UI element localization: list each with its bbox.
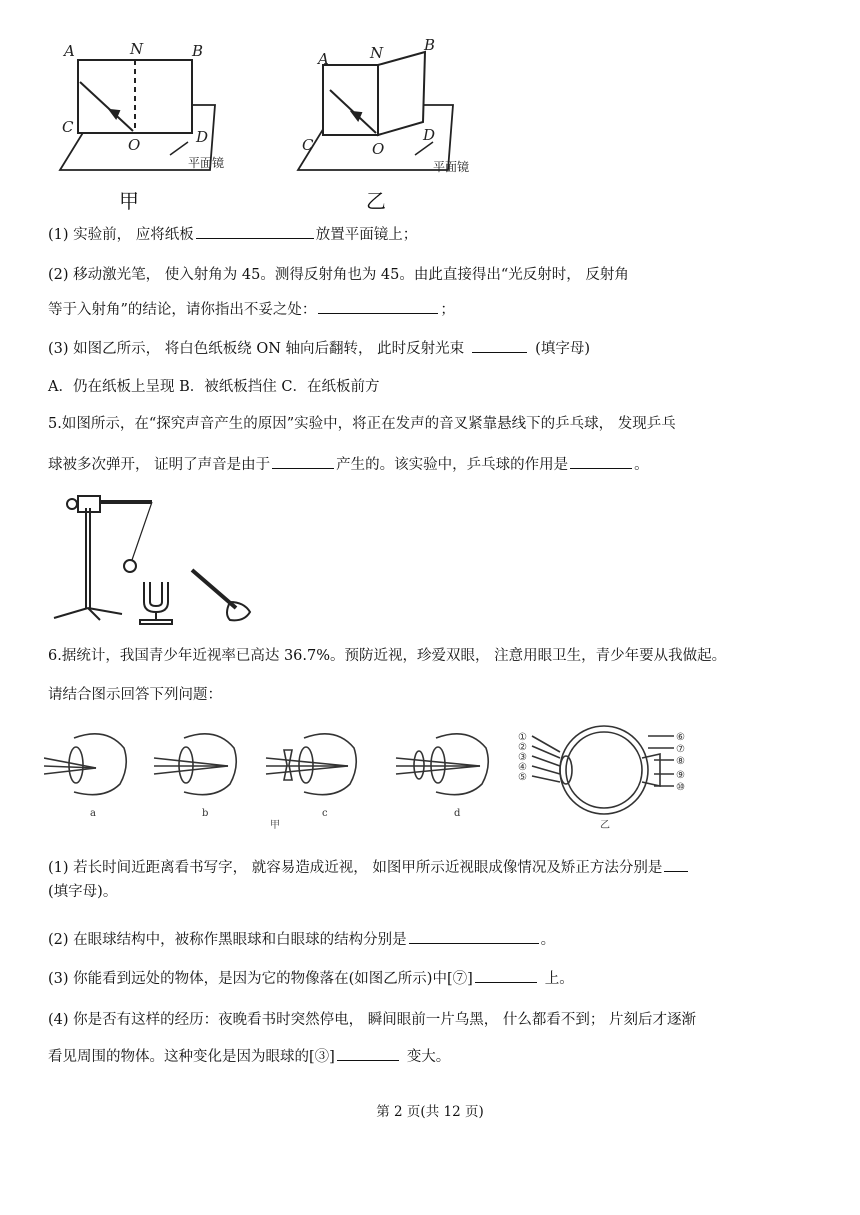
answer-blank[interactable] — [196, 224, 314, 239]
struct-6: ⑥ — [676, 732, 685, 743]
struct-2: ② — [518, 742, 527, 753]
q4-options: A．仍在纸板上呈现 B．被纸板挡住 C．在纸板前方 — [48, 379, 380, 395]
q6-part2: (2) 在眼球结构中，被称作黑眼球和白眼球的结构分别是 。 — [48, 929, 555, 950]
page-footer: 第 2 页(共 12 页) — [376, 1104, 484, 1120]
eye-caption-jia: 甲 — [270, 820, 280, 831]
struct-9: ⑨ — [676, 770, 685, 781]
q6-line2: 请结合图示回答下列问题： — [48, 687, 222, 703]
eye-label-b: b — [202, 808, 209, 819]
caption-jia: 甲 — [119, 189, 139, 213]
answer-blank[interactable] — [409, 929, 539, 944]
q4-part3: (3) 如图乙所示， 将白色纸板绕 ON 轴向后翻转， 此时反射光束 (填字母) — [48, 338, 590, 359]
q6-part4-line2: 看见周围的物体。这种变化是因为眼球的[③] 变大。 — [48, 1046, 450, 1067]
struct-8: ⑧ — [676, 756, 685, 767]
label-A-jia: A — [64, 42, 75, 60]
struct-10: ⑩ — [676, 782, 685, 793]
struct-3: ③ — [518, 752, 527, 763]
answer-blank[interactable] — [570, 454, 632, 469]
q5-line1: 5.如图所示，在“探究声音产生的原因”实验中，将正在发声的音叉紧靠悬线下的乒乓球， 发现乒乓 — [48, 416, 676, 432]
label-N-jia: N — [130, 40, 144, 58]
caption-yi: 乙 — [366, 189, 386, 213]
q6-part3: (3) 你能看到远处的物体，是因为它的物像落在(如图乙所示)中[⑦] 上。 — [48, 968, 574, 989]
struct-1: ① — [518, 732, 527, 743]
mirror-label-jia: 平面镜 — [188, 156, 225, 170]
label-A-yi: A — [318, 50, 329, 68]
answer-blank[interactable] — [337, 1046, 399, 1061]
struct-5: ⑤ — [518, 772, 527, 783]
q5-line2: 球被多次弹开， 证明了声音是由于 产生的。该实验中，乒乓球的作用是 。 — [48, 454, 649, 475]
label-O-yi: O — [372, 140, 385, 158]
label-D-yi: D — [423, 126, 436, 144]
eye-figure — [44, 718, 724, 833]
label-B-jia: B — [192, 42, 204, 60]
answer-blank[interactable] — [664, 857, 688, 872]
struct-7: ⑦ — [676, 744, 685, 755]
reflection-figure — [40, 30, 500, 220]
q6-line1: 6.据统计，我国青少年近视率已高达 36.7%。预防近视，珍爱双眼， 注意用眼卫生，青少年要从我做起。 — [48, 648, 727, 664]
answer-blank[interactable] — [475, 968, 537, 983]
q6-part4-line1: (4) 你是否有这样的经历：夜晚看书时突然停电， 瞬间眼前一片乌黑， 什么都看不到； 片刻后才逐渐 — [48, 1012, 696, 1028]
mirror-label-yi: 平面镜 — [433, 160, 470, 174]
tuning-fork-figure — [44, 490, 264, 625]
q4-part2-line1: (2) 移动激光笔， 使入射角为 45。测得反射角也为 45。由此直接得出“光反射时， 反射角 — [48, 267, 629, 283]
label-C-yi: C — [302, 136, 314, 154]
struct-4: ④ — [518, 762, 527, 773]
label-D-jia: D — [196, 128, 209, 146]
label-N-yi: N — [370, 44, 384, 62]
label-C-jia: C — [62, 118, 74, 136]
label-O-jia: O — [128, 136, 141, 154]
q6-part1-line2: (填字母)。 — [48, 884, 118, 900]
q4-part2-line2: 等于入射角”的结论，请你指出不妥之处： ； — [48, 299, 455, 320]
eye-label-d: d — [454, 808, 461, 819]
q4-part1: (1) 实验前， 应将纸板 放置平面镜上； — [48, 224, 417, 245]
answer-blank[interactable] — [272, 454, 334, 469]
answer-blank[interactable] — [472, 338, 527, 353]
eye-caption-yi: 乙 — [600, 820, 610, 831]
label-B-yi: B — [424, 36, 436, 54]
eye-label-c: c — [322, 808, 328, 819]
answer-blank[interactable] — [318, 299, 438, 314]
q6-part1-line1: (1) 若长时间近距离看书写字， 就容易造成近视， 如图甲所示近视眼成像情况及矫正方法分别是 — [48, 857, 690, 878]
eye-label-a: a — [90, 808, 96, 819]
